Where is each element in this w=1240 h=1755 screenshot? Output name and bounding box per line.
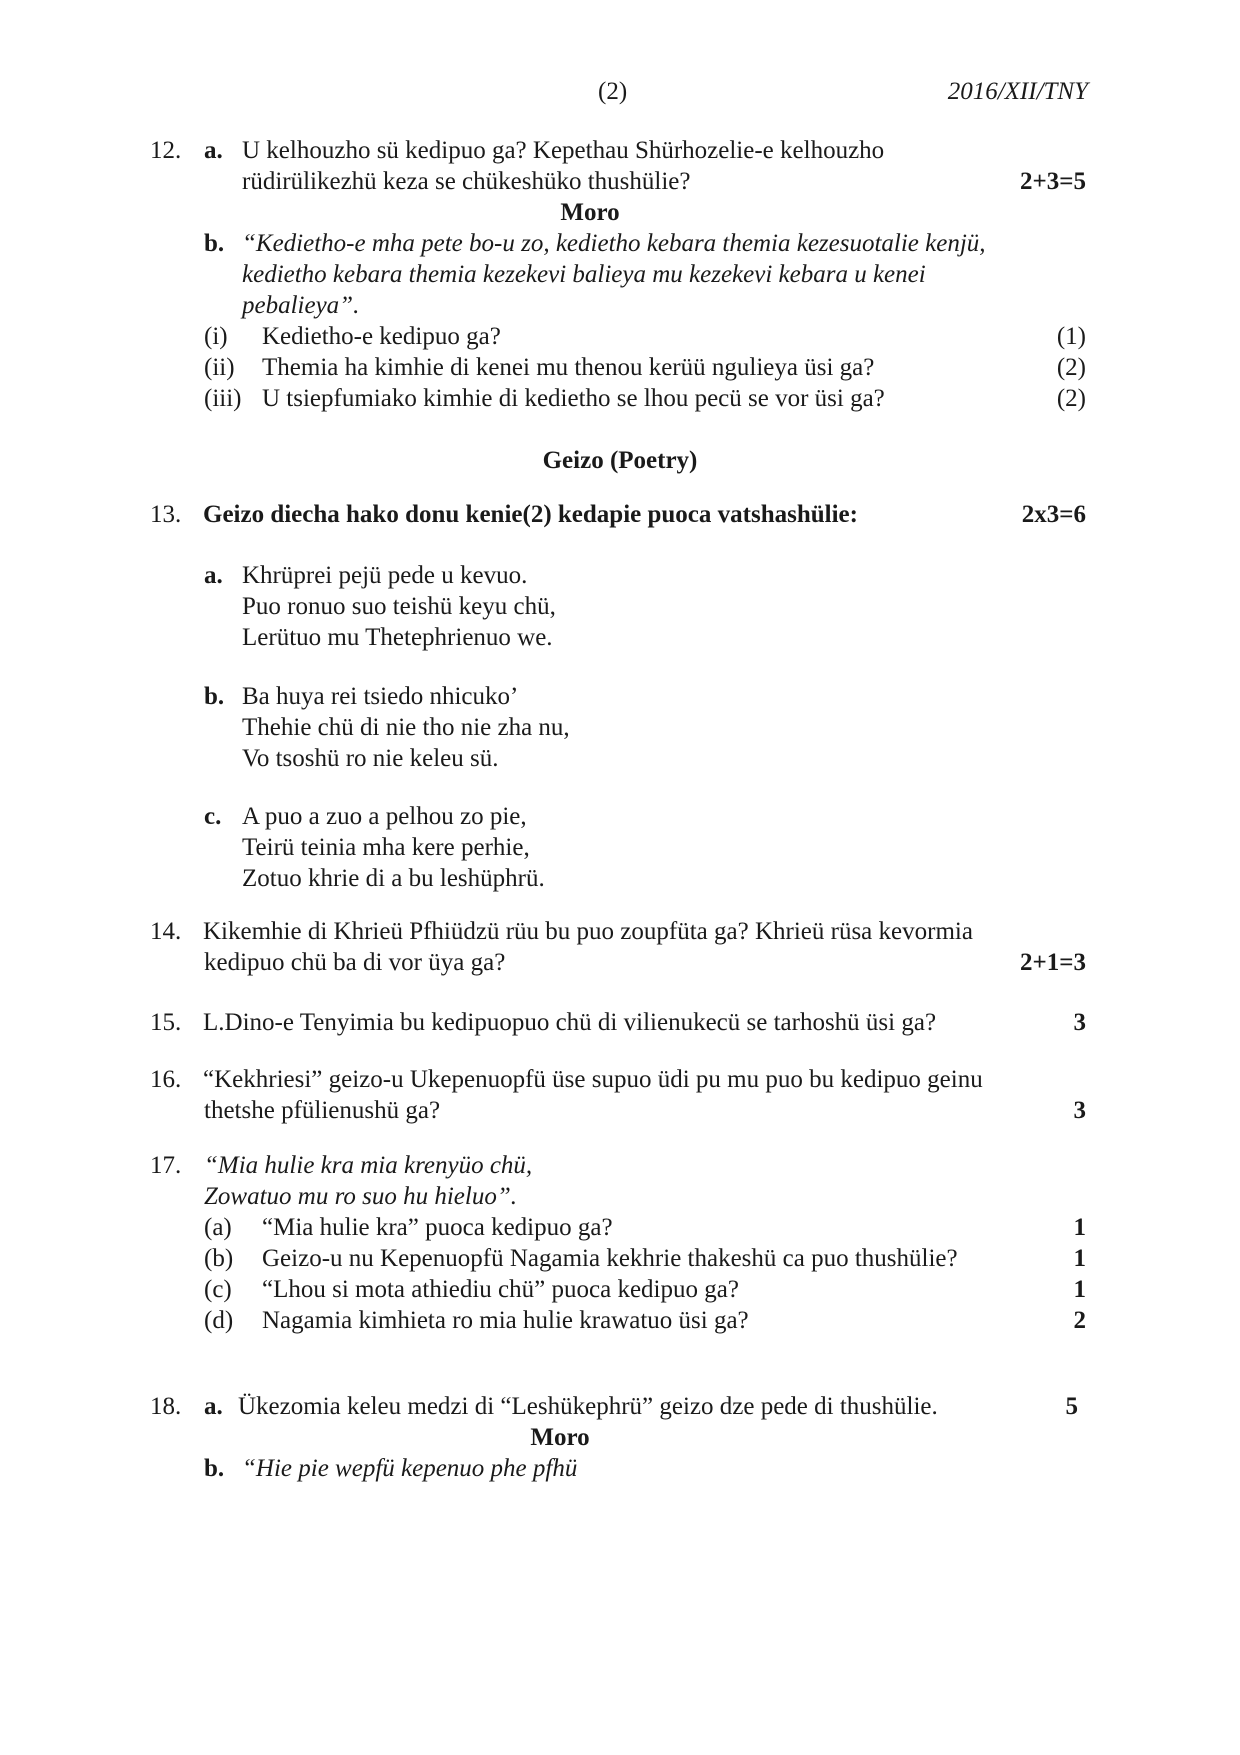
question-number: 13. xyxy=(150,501,182,528)
sub-question: Nagamia kimhieta ro mia hulie krawatuo üsi ga? xyxy=(262,1307,749,1334)
or-divider: Moro xyxy=(560,199,620,226)
quoted-passage: “Mia hulie kra mia krenyüo chü, xyxy=(204,1152,533,1179)
marks: 3 xyxy=(1073,1009,1086,1036)
question-number: 18. xyxy=(150,1393,182,1420)
sub-label: (ii) xyxy=(204,354,235,381)
question-text: Geizo diecha hako donu kenie(2) kedapie puoca vatshashülie: xyxy=(203,501,858,528)
sub-question: “Lhou si mota athiediu chü” puoca kedipuo ga? xyxy=(262,1276,739,1303)
part-label: b. xyxy=(204,230,225,257)
sub-label: (c) xyxy=(204,1276,232,1303)
poem-line: Zotuo khrie di a bu leshüphrü. xyxy=(242,865,545,892)
marks: 1 xyxy=(1073,1245,1086,1272)
part-label: c. xyxy=(204,803,222,830)
sub-question: Geizo-u nu Kepenuopfü Nagamia kekhrie thakeshü ca puo thushülie? xyxy=(262,1245,958,1272)
sub-label: (iii) xyxy=(204,385,242,412)
poem-line: Puo ronuo suo teishü keyu chü, xyxy=(242,593,556,620)
section-title: Geizo (Poetry) xyxy=(542,447,698,474)
question-text: L.Dino-e Tenyimia bu kedipuopuo chü di vilienukecü se tarhoshü üsi ga? xyxy=(203,1009,937,1036)
question-text: Kikemhie di Khrieü Pfhiüdzü rüu bu puo zoupfüta ga? Khrieü rüsa kevormia xyxy=(203,918,973,945)
poem-line: Khrüprei pejü pede u kevuo. xyxy=(242,562,528,589)
or-divider: Moro xyxy=(530,1424,590,1451)
question-text: “Kekhriesi” geizo-u Ukepenuopfü üse supuo üdi pu mu puo bu kedipuo geinu xyxy=(203,1066,983,1093)
part-label: a. xyxy=(204,137,223,164)
sub-label: (a) xyxy=(204,1214,232,1241)
sub-label: (b) xyxy=(204,1245,234,1272)
question-text: U kelhouzho sü kedipuo ga? Kepethau Shürhozelie-e kelhouzho xyxy=(242,137,885,164)
marks: (2) xyxy=(1056,385,1086,412)
marks: 1 xyxy=(1073,1276,1086,1303)
poem-line: Lerütuo mu Thetephrienuo we. xyxy=(242,624,553,651)
marks: 1 xyxy=(1073,1214,1086,1241)
marks: (1) xyxy=(1056,323,1086,350)
sub-question: Themia ha kimhie di kenei mu thenou kerüü ngulieya üsi ga? xyxy=(262,354,875,381)
marks: 2 xyxy=(1073,1307,1086,1334)
marks: 2x3=6 xyxy=(1021,501,1086,528)
marks: 3 xyxy=(1073,1097,1086,1124)
poem-line: A puo a zuo a pelhou zo pie, xyxy=(242,803,527,830)
paper-code: 2016/XII/TNY xyxy=(947,78,1088,105)
question-number: 17. xyxy=(150,1152,182,1179)
quoted-passage: kedietho kebara themia kezekevi balieya mu kezekevi kebara u kenei xyxy=(242,261,926,288)
question-text: kedipuo chü ba di vor üya ga? xyxy=(204,949,506,976)
poem-line: Vo tsoshü ro nie keleu sü. xyxy=(242,745,499,772)
sub-question: U tsiepfumiako kimhie di kedietho se lhou pecü se vor üsi ga? xyxy=(262,385,885,412)
marks: 2+3=5 xyxy=(1020,168,1086,195)
poem-line: Ba huya rei tsiedo nhicuko’ xyxy=(242,683,519,710)
part-label: b. xyxy=(204,1455,225,1482)
marks: 5 xyxy=(1065,1393,1078,1420)
question-number: 14. xyxy=(150,918,182,945)
quoted-passage: “Kedietho-e mha pete bo-u zo, kedietho kebara themia kezesuotalie kenjü, xyxy=(242,230,986,257)
part-label: a. xyxy=(204,1393,223,1420)
question-text: thetshe pfülienushü ga? xyxy=(204,1097,441,1124)
page-number: (2) xyxy=(598,78,628,105)
question-text: Ükezomia keleu medzi di “Leshükephrü” geizo dze pede di thushülie. xyxy=(238,1393,938,1420)
marks: 2+1=3 xyxy=(1020,949,1086,976)
question-number: 15. xyxy=(150,1009,182,1036)
quoted-passage: Zowatuo mu ro suo hu hieluo”. xyxy=(204,1183,518,1210)
sub-question: Kedietho-e kedipuo ga? xyxy=(262,323,501,350)
sub-label: (i) xyxy=(204,323,228,350)
part-label: b. xyxy=(204,683,225,710)
part-label: a. xyxy=(204,562,223,589)
question-number: 16. xyxy=(150,1066,182,1093)
question-number: 12. xyxy=(150,137,182,164)
poem-line: Thehie chü di nie tho nie zha nu, xyxy=(242,714,570,741)
quoted-passage: pebalieya”. xyxy=(242,292,360,319)
question-text: rüdirülikezhü keza se chükeshüko thushülie? xyxy=(242,168,691,195)
poem-line: Teirü teinia mha kere perhie, xyxy=(242,834,530,861)
sub-label: (d) xyxy=(204,1307,234,1334)
sub-question: “Mia hulie kra” puoca kedipuo ga? xyxy=(262,1214,613,1241)
quoted-passage: “Hie pie wepfü kepenuo phe pfhü xyxy=(242,1455,578,1482)
marks: (2) xyxy=(1056,354,1086,381)
